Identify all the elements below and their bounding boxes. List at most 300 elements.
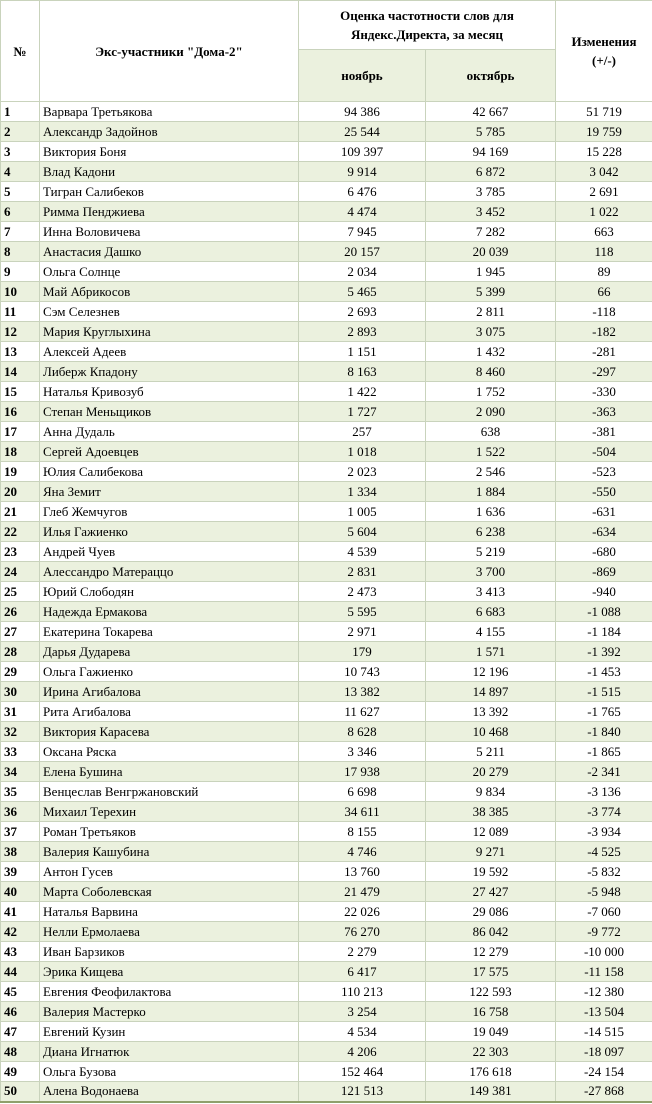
row-october: 3 075 bbox=[426, 322, 556, 342]
row-number: 18 bbox=[1, 442, 40, 462]
row-name: Михаил Терехин bbox=[40, 802, 299, 822]
row-october: 8 460 bbox=[426, 362, 556, 382]
row-november: 4 746 bbox=[299, 842, 426, 862]
row-change: -9 772 bbox=[556, 922, 652, 942]
table-row bbox=[1, 682, 652, 702]
row-change: -14 515 bbox=[556, 1022, 652, 1042]
row-november: 109 397 bbox=[299, 142, 426, 162]
table-row bbox=[1, 522, 652, 542]
row-change: 2 691 bbox=[556, 182, 652, 202]
row-november: 1 334 bbox=[299, 482, 426, 502]
row-number: 43 bbox=[1, 942, 40, 962]
table-row bbox=[1, 222, 652, 242]
row-november: 25 544 bbox=[299, 122, 426, 142]
row-change: -940 bbox=[556, 582, 652, 602]
row-change: 66 bbox=[556, 282, 652, 302]
row-october: 1 432 bbox=[426, 342, 556, 362]
table-row bbox=[1, 562, 652, 582]
table-row bbox=[1, 242, 652, 262]
table-row bbox=[1, 302, 652, 322]
row-name: Оксана Ряска bbox=[40, 742, 299, 762]
row-number: 5 bbox=[1, 182, 40, 202]
table-row bbox=[1, 762, 652, 782]
row-october: 12 196 bbox=[426, 662, 556, 682]
row-november: 121 513 bbox=[299, 1082, 426, 1102]
row-october: 94 169 bbox=[426, 142, 556, 162]
row-number: 50 bbox=[1, 1082, 40, 1102]
row-name: Надежда Ермакова bbox=[40, 602, 299, 622]
row-change: -363 bbox=[556, 402, 652, 422]
row-october: 6 683 bbox=[426, 602, 556, 622]
row-change: -3 774 bbox=[556, 802, 652, 822]
row-change: -12 380 bbox=[556, 982, 652, 1002]
row-name: Антон Гусев bbox=[40, 862, 299, 882]
row-number: 28 bbox=[1, 642, 40, 662]
row-name: Алессандро Матераццо bbox=[40, 562, 299, 582]
row-change: -2 341 bbox=[556, 762, 652, 782]
row-name: Венцеслав Венгржановский bbox=[40, 782, 299, 802]
row-change: -631 bbox=[556, 502, 652, 522]
row-number: 3 bbox=[1, 142, 40, 162]
row-number: 31 bbox=[1, 702, 40, 722]
row-october: 176 618 bbox=[426, 1062, 556, 1082]
row-change: 118 bbox=[556, 242, 652, 262]
row-number: 42 bbox=[1, 922, 40, 942]
row-november: 1 018 bbox=[299, 442, 426, 462]
row-name: Глеб Жемчугов bbox=[40, 502, 299, 522]
row-number: 11 bbox=[1, 302, 40, 322]
row-name: Ольга Гажиенко bbox=[40, 662, 299, 682]
row-number: 46 bbox=[1, 1002, 40, 1022]
row-name: Евгения Феофилактова bbox=[40, 982, 299, 1002]
table-row bbox=[1, 422, 652, 442]
row-november: 13 382 bbox=[299, 682, 426, 702]
row-november: 110 213 bbox=[299, 982, 426, 1002]
row-name: Илья Гажиенко bbox=[40, 522, 299, 542]
row-name: Елена Бушина bbox=[40, 762, 299, 782]
row-number: 24 bbox=[1, 562, 40, 582]
table-row bbox=[1, 442, 652, 462]
row-change: -5 948 bbox=[556, 882, 652, 902]
table-row bbox=[1, 582, 652, 602]
row-october: 9 834 bbox=[426, 782, 556, 802]
row-name: Степан Меньщиков bbox=[40, 402, 299, 422]
row-october: 1 884 bbox=[426, 482, 556, 502]
row-name: Римма Пенджиева bbox=[40, 202, 299, 222]
table-row bbox=[1, 1062, 652, 1082]
row-october: 22 303 bbox=[426, 1042, 556, 1062]
row-november: 6 476 bbox=[299, 182, 426, 202]
row-november: 3 346 bbox=[299, 742, 426, 762]
row-number: 48 bbox=[1, 1042, 40, 1062]
row-november: 2 279 bbox=[299, 942, 426, 962]
table-row bbox=[1, 1022, 652, 1042]
row-number: 8 bbox=[1, 242, 40, 262]
header-change: Изменения (+/-) bbox=[556, 1, 652, 102]
row-change: 51 719 bbox=[556, 102, 652, 122]
table-row bbox=[1, 742, 652, 762]
row-november: 17 938 bbox=[299, 762, 426, 782]
row-change: -1 765 bbox=[556, 702, 652, 722]
row-change: -7 060 bbox=[556, 902, 652, 922]
row-change: -182 bbox=[556, 322, 652, 342]
row-change: -13 504 bbox=[556, 1002, 652, 1022]
row-october: 19 592 bbox=[426, 862, 556, 882]
row-october: 2 090 bbox=[426, 402, 556, 422]
table-row bbox=[1, 282, 652, 302]
row-november: 8 155 bbox=[299, 822, 426, 842]
table-row bbox=[1, 782, 652, 802]
row-october: 6 872 bbox=[426, 162, 556, 182]
row-october: 42 667 bbox=[426, 102, 556, 122]
row-october: 38 385 bbox=[426, 802, 556, 822]
table-row bbox=[1, 862, 652, 882]
row-name: Дарья Дударева bbox=[40, 642, 299, 662]
row-november: 4 206 bbox=[299, 1042, 426, 1062]
row-name: Эрика Кищева bbox=[40, 962, 299, 982]
row-name: Анастасия Дашко bbox=[40, 242, 299, 262]
row-november: 94 386 bbox=[299, 102, 426, 122]
row-october: 638 bbox=[426, 422, 556, 442]
row-number: 16 bbox=[1, 402, 40, 422]
row-name: Нелли Ермолаева bbox=[40, 922, 299, 942]
table-row bbox=[1, 202, 652, 222]
row-number: 22 bbox=[1, 522, 40, 542]
row-name: Алексей Адеев bbox=[40, 342, 299, 362]
row-change: -281 bbox=[556, 342, 652, 362]
row-name: Сэм Селезнев bbox=[40, 302, 299, 322]
row-change: -297 bbox=[556, 362, 652, 382]
row-name: Ольга Бузова bbox=[40, 1062, 299, 1082]
row-number: 38 bbox=[1, 842, 40, 862]
row-change: -550 bbox=[556, 482, 652, 502]
row-november: 8 628 bbox=[299, 722, 426, 742]
row-november: 10 743 bbox=[299, 662, 426, 682]
row-october: 5 399 bbox=[426, 282, 556, 302]
row-name: Май Абрикосов bbox=[40, 282, 299, 302]
table-row bbox=[1, 102, 652, 122]
row-change: 663 bbox=[556, 222, 652, 242]
table-row bbox=[1, 702, 652, 722]
row-october: 1 636 bbox=[426, 502, 556, 522]
row-name: Наталья Кривозуб bbox=[40, 382, 299, 402]
row-change: -24 154 bbox=[556, 1062, 652, 1082]
row-number: 35 bbox=[1, 782, 40, 802]
table-row bbox=[1, 1082, 652, 1102]
header-participants: Экс-участники "Дома-2" bbox=[40, 1, 299, 102]
row-change: -1 865 bbox=[556, 742, 652, 762]
row-november: 4 474 bbox=[299, 202, 426, 222]
row-october: 17 575 bbox=[426, 962, 556, 982]
table-row bbox=[1, 342, 652, 362]
row-november: 6 417 bbox=[299, 962, 426, 982]
row-november: 179 bbox=[299, 642, 426, 662]
table-row bbox=[1, 982, 652, 1002]
row-name: Наталья Варвина bbox=[40, 902, 299, 922]
row-october: 3 700 bbox=[426, 562, 556, 582]
row-name: Виктория Карасева bbox=[40, 722, 299, 742]
row-november: 5 595 bbox=[299, 602, 426, 622]
row-name: Екатерина Токарева bbox=[40, 622, 299, 642]
row-name: Мария Круглыхина bbox=[40, 322, 299, 342]
row-number: 34 bbox=[1, 762, 40, 782]
row-number: 25 bbox=[1, 582, 40, 602]
row-number: 4 bbox=[1, 162, 40, 182]
row-october: 20 039 bbox=[426, 242, 556, 262]
row-october: 5 219 bbox=[426, 542, 556, 562]
table-row bbox=[1, 322, 652, 342]
row-number: 29 bbox=[1, 662, 40, 682]
table-row bbox=[1, 142, 652, 162]
row-number: 39 bbox=[1, 862, 40, 882]
table-row bbox=[1, 1002, 652, 1022]
row-name: Тигран Салибеков bbox=[40, 182, 299, 202]
table-row bbox=[1, 482, 652, 502]
row-name: Иван Барзиков bbox=[40, 942, 299, 962]
row-name: Ирина Агибалова bbox=[40, 682, 299, 702]
table-row bbox=[1, 622, 652, 642]
row-october: 4 155 bbox=[426, 622, 556, 642]
row-name: Диана Игнатюк bbox=[40, 1042, 299, 1062]
table-row bbox=[1, 262, 652, 282]
row-october: 13 392 bbox=[426, 702, 556, 722]
row-october: 10 468 bbox=[426, 722, 556, 742]
row-change: -1 184 bbox=[556, 622, 652, 642]
row-october: 27 427 bbox=[426, 882, 556, 902]
row-change: -5 832 bbox=[556, 862, 652, 882]
row-name: Ольга Солнце bbox=[40, 262, 299, 282]
row-name: Яна Земит bbox=[40, 482, 299, 502]
row-change: -18 097 bbox=[556, 1042, 652, 1062]
row-change: -4 525 bbox=[556, 842, 652, 862]
row-name: Влад Кадони bbox=[40, 162, 299, 182]
table-row bbox=[1, 642, 652, 662]
row-name: Андрей Чуев bbox=[40, 542, 299, 562]
row-october: 1 752 bbox=[426, 382, 556, 402]
row-change: 19 759 bbox=[556, 122, 652, 142]
row-november: 13 760 bbox=[299, 862, 426, 882]
row-november: 3 254 bbox=[299, 1002, 426, 1022]
row-number: 32 bbox=[1, 722, 40, 742]
row-november: 2 831 bbox=[299, 562, 426, 582]
row-november: 1 151 bbox=[299, 342, 426, 362]
row-name: Сергей Адоевцев bbox=[40, 442, 299, 462]
row-november: 5 604 bbox=[299, 522, 426, 542]
row-number: 37 bbox=[1, 822, 40, 842]
row-november: 7 945 bbox=[299, 222, 426, 242]
row-october: 86 042 bbox=[426, 922, 556, 942]
row-change: -1 840 bbox=[556, 722, 652, 742]
header-october: октябрь bbox=[426, 50, 556, 102]
row-change: -330 bbox=[556, 382, 652, 402]
row-name: Юлия Салибекова bbox=[40, 462, 299, 482]
row-change: -3 136 bbox=[556, 782, 652, 802]
row-october: 29 086 bbox=[426, 902, 556, 922]
row-change: -1 392 bbox=[556, 642, 652, 662]
row-november: 2 034 bbox=[299, 262, 426, 282]
table-row bbox=[1, 162, 652, 182]
table-row bbox=[1, 882, 652, 902]
row-number: 45 bbox=[1, 982, 40, 1002]
table-row bbox=[1, 122, 652, 142]
row-october: 1 522 bbox=[426, 442, 556, 462]
row-number: 33 bbox=[1, 742, 40, 762]
header-estimate: Оценка частотности слов для Яндекс.Директа, за месяц bbox=[299, 1, 556, 50]
row-number: 9 bbox=[1, 262, 40, 282]
row-change: -680 bbox=[556, 542, 652, 562]
row-october: 1 945 bbox=[426, 262, 556, 282]
row-november: 4 539 bbox=[299, 542, 426, 562]
row-november: 2 473 bbox=[299, 582, 426, 602]
row-name: Рита Агибалова bbox=[40, 702, 299, 722]
row-number: 49 bbox=[1, 1062, 40, 1082]
row-november: 2 893 bbox=[299, 322, 426, 342]
row-november: 152 464 bbox=[299, 1062, 426, 1082]
row-november: 34 611 bbox=[299, 802, 426, 822]
table-row bbox=[1, 942, 652, 962]
row-name: Инна Воловичева bbox=[40, 222, 299, 242]
row-change: -1 088 bbox=[556, 602, 652, 622]
row-october: 9 271 bbox=[426, 842, 556, 862]
row-november: 21 479 bbox=[299, 882, 426, 902]
row-number: 6 bbox=[1, 202, 40, 222]
row-october: 6 238 bbox=[426, 522, 556, 542]
table-row bbox=[1, 382, 652, 402]
table-header bbox=[1, 1, 652, 102]
row-number: 13 bbox=[1, 342, 40, 362]
row-number: 7 bbox=[1, 222, 40, 242]
row-change: 89 bbox=[556, 262, 652, 282]
row-november: 5 465 bbox=[299, 282, 426, 302]
row-number: 2 bbox=[1, 122, 40, 142]
row-number: 1 bbox=[1, 102, 40, 122]
row-change: 15 228 bbox=[556, 142, 652, 162]
row-november: 8 163 bbox=[299, 362, 426, 382]
row-october: 19 049 bbox=[426, 1022, 556, 1042]
row-october: 2 546 bbox=[426, 462, 556, 482]
row-name: Валерия Кашубина bbox=[40, 842, 299, 862]
row-number: 47 bbox=[1, 1022, 40, 1042]
table-row bbox=[1, 542, 652, 562]
row-november: 2 971 bbox=[299, 622, 426, 642]
row-name: Либерж Кпадону bbox=[40, 362, 299, 382]
table-row bbox=[1, 462, 652, 482]
row-october: 7 282 bbox=[426, 222, 556, 242]
row-november: 20 157 bbox=[299, 242, 426, 262]
table-row bbox=[1, 802, 652, 822]
row-change: 1 022 bbox=[556, 202, 652, 222]
header-november: ноябрь bbox=[299, 50, 426, 102]
table-row bbox=[1, 602, 652, 622]
table-row bbox=[1, 362, 652, 382]
row-change: -504 bbox=[556, 442, 652, 462]
row-november: 76 270 bbox=[299, 922, 426, 942]
table-row bbox=[1, 1042, 652, 1062]
row-name: Александр Задойнов bbox=[40, 122, 299, 142]
row-number: 15 bbox=[1, 382, 40, 402]
table-row bbox=[1, 662, 652, 682]
row-november: 4 534 bbox=[299, 1022, 426, 1042]
row-name: Алена Водонаева bbox=[40, 1082, 299, 1102]
row-number: 23 bbox=[1, 542, 40, 562]
row-november: 1 422 bbox=[299, 382, 426, 402]
row-number: 19 bbox=[1, 462, 40, 482]
table-row bbox=[1, 182, 652, 202]
row-november: 22 026 bbox=[299, 902, 426, 922]
table-row bbox=[1, 402, 652, 422]
row-november: 2 693 bbox=[299, 302, 426, 322]
row-change: -869 bbox=[556, 562, 652, 582]
row-october: 3 413 bbox=[426, 582, 556, 602]
row-number: 41 bbox=[1, 902, 40, 922]
row-number: 27 bbox=[1, 622, 40, 642]
row-october: 12 279 bbox=[426, 942, 556, 962]
row-name: Роман Третьяков bbox=[40, 822, 299, 842]
row-number: 30 bbox=[1, 682, 40, 702]
row-october: 20 279 bbox=[426, 762, 556, 782]
row-change: -118 bbox=[556, 302, 652, 322]
row-october: 3 452 bbox=[426, 202, 556, 222]
row-number: 26 bbox=[1, 602, 40, 622]
table-row bbox=[1, 722, 652, 742]
table-row bbox=[1, 922, 652, 942]
row-name: Виктория Боня bbox=[40, 142, 299, 162]
row-october: 1 571 bbox=[426, 642, 556, 662]
row-change: -523 bbox=[556, 462, 652, 482]
row-name: Анна Дудаль bbox=[40, 422, 299, 442]
row-name: Юрий Слободян bbox=[40, 582, 299, 602]
row-change: 3 042 bbox=[556, 162, 652, 182]
row-number: 10 bbox=[1, 282, 40, 302]
row-number: 40 bbox=[1, 882, 40, 902]
row-change: -1 453 bbox=[556, 662, 652, 682]
row-change: -381 bbox=[556, 422, 652, 442]
table-body bbox=[1, 102, 652, 1102]
row-change: -1 515 bbox=[556, 682, 652, 702]
row-change: -10 000 bbox=[556, 942, 652, 962]
row-number: 44 bbox=[1, 962, 40, 982]
row-number: 17 bbox=[1, 422, 40, 442]
row-october: 5 211 bbox=[426, 742, 556, 762]
row-october: 122 593 bbox=[426, 982, 556, 1002]
row-october: 16 758 bbox=[426, 1002, 556, 1022]
row-number: 21 bbox=[1, 502, 40, 522]
table-row bbox=[1, 962, 652, 982]
row-october: 149 381 bbox=[426, 1082, 556, 1102]
row-change: -11 158 bbox=[556, 962, 652, 982]
table-row bbox=[1, 822, 652, 842]
table-row bbox=[1, 502, 652, 522]
row-number: 20 bbox=[1, 482, 40, 502]
row-october: 2 811 bbox=[426, 302, 556, 322]
row-change: -3 934 bbox=[556, 822, 652, 842]
row-number: 14 bbox=[1, 362, 40, 382]
row-number: 36 bbox=[1, 802, 40, 822]
row-november: 1 005 bbox=[299, 502, 426, 522]
row-october: 14 897 bbox=[426, 682, 556, 702]
row-number: 12 bbox=[1, 322, 40, 342]
row-november: 2 023 bbox=[299, 462, 426, 482]
row-november: 11 627 bbox=[299, 702, 426, 722]
row-october: 3 785 bbox=[426, 182, 556, 202]
row-november: 257 bbox=[299, 422, 426, 442]
row-name: Валерия Мастерко bbox=[40, 1002, 299, 1022]
table-row bbox=[1, 902, 652, 922]
row-october: 5 785 bbox=[426, 122, 556, 142]
row-name: Варвара Третьякова bbox=[40, 102, 299, 122]
row-november: 9 914 bbox=[299, 162, 426, 182]
row-november: 6 698 bbox=[299, 782, 426, 802]
